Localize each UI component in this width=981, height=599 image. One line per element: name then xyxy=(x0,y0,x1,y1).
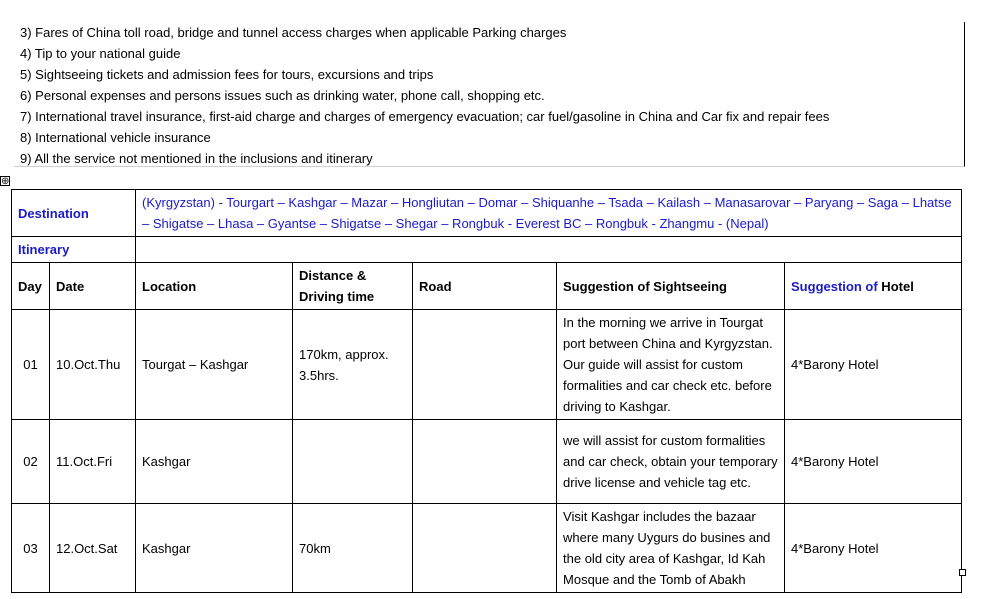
table-move-handle-icon[interactable]: ⊕ xyxy=(1,176,10,187)
itinerary-label: Itinerary xyxy=(12,237,136,263)
date-cell: 11.Oct.Fri xyxy=(50,420,136,504)
header-day: Day xyxy=(12,263,50,310)
road-cell xyxy=(413,420,557,504)
sightseeing-cell: In the morning we arrive in Tourgat port between China and Kyrgyzstan. Our guide will assist for custom formalities and car check etc. before driving to Kashgar. xyxy=(557,310,785,420)
table-row xyxy=(12,310,962,420)
hotel-cell: 4*Barony Hotel xyxy=(785,420,962,504)
hotel-cell: 4*Barony Hotel xyxy=(785,310,962,420)
hotel-cell: 4*Barony Hotel xyxy=(785,504,962,593)
header-hotel-suffix: Hotel xyxy=(877,278,914,294)
exclusion-item: 4) Tip to your national guide xyxy=(20,46,181,61)
exclusions-list xyxy=(14,22,965,167)
distance-cell: 70km xyxy=(293,504,413,593)
itinerary-row xyxy=(12,237,962,263)
header-hotel xyxy=(785,263,962,310)
table-resize-handle[interactable] xyxy=(959,569,966,576)
distance-cell: 170km, approx. 3.5hrs. xyxy=(293,310,413,420)
header-hotel-prefix: Suggestion of xyxy=(791,278,878,294)
road-cell xyxy=(413,310,557,420)
day-cell: 02 xyxy=(12,420,50,504)
date-cell: 12.Oct.Sat xyxy=(50,504,136,593)
sightseeing-cell: Visit Kashgar includes the bazaar where many Uygurs do busines and the old city area of Kashgar, Id Kah Mosque and the Tomb of Abakh xyxy=(557,504,785,593)
location-cell: Tourgat – Kashgar xyxy=(136,310,293,420)
header-road: Road xyxy=(413,263,557,310)
location-cell: Kashgar xyxy=(136,504,293,593)
header-date: Date xyxy=(50,263,136,310)
header-row xyxy=(12,263,962,310)
day-cell: 03 xyxy=(12,504,50,593)
date-cell: 10.Oct.Thu xyxy=(50,310,136,420)
location-cell: Kashgar xyxy=(136,420,293,504)
destination-label: Destination xyxy=(12,190,136,237)
road-cell xyxy=(413,504,557,593)
sightseeing-cell: we will assist for custom formalities and car check, obtain your temporary drive license and vehicle tag etc. xyxy=(557,420,785,504)
distance-cell xyxy=(293,420,413,504)
table-row xyxy=(12,420,962,504)
itinerary-table xyxy=(11,189,962,593)
exclusion-item: 7) International travel insurance, first-aid charge and charges of emergency evacuation; car fuel/gasoline in China and Car fix and repair fees xyxy=(20,109,830,124)
itinerary-empty-cell xyxy=(136,237,962,263)
header-location: Location xyxy=(136,263,293,310)
day-cell: 01 xyxy=(12,310,50,420)
destination-row xyxy=(12,190,962,237)
destination-value: (Kyrgyzstan) - Tourgart – Kashgar – Mazar – Hongliutan – Domar – Shiquanhe – Tsada – Kailash – Manasarovar – Paryang – Saga – Lhatse – Shigatse – Lhasa – Gyantse – Shigatse – Shegar – Rongbuk - Everest BC – Rongbuk - Zhangmu - (Nepal) xyxy=(136,190,962,237)
exclusion-item: 3) Fares of China toll road, bridge and tunnel access charges when applicable Parking charges xyxy=(20,25,567,40)
exclusion-item: 8) International vehicle insurance xyxy=(20,130,211,145)
table-row xyxy=(12,504,962,593)
exclusion-item: 6) Personal expenses and persons issues such as drinking water, phone call, shopping etc. xyxy=(20,88,545,103)
header-sightseeing: Suggestion of Sightseeing xyxy=(557,263,785,310)
header-distance: Distance & Driving time xyxy=(293,263,413,310)
exclusion-item: 9) All the service not mentioned in the inclusions and itinerary xyxy=(20,151,373,166)
exclusion-item: 5) Sightseeing tickets and admission fees for tours, excursions and trips xyxy=(20,67,434,82)
